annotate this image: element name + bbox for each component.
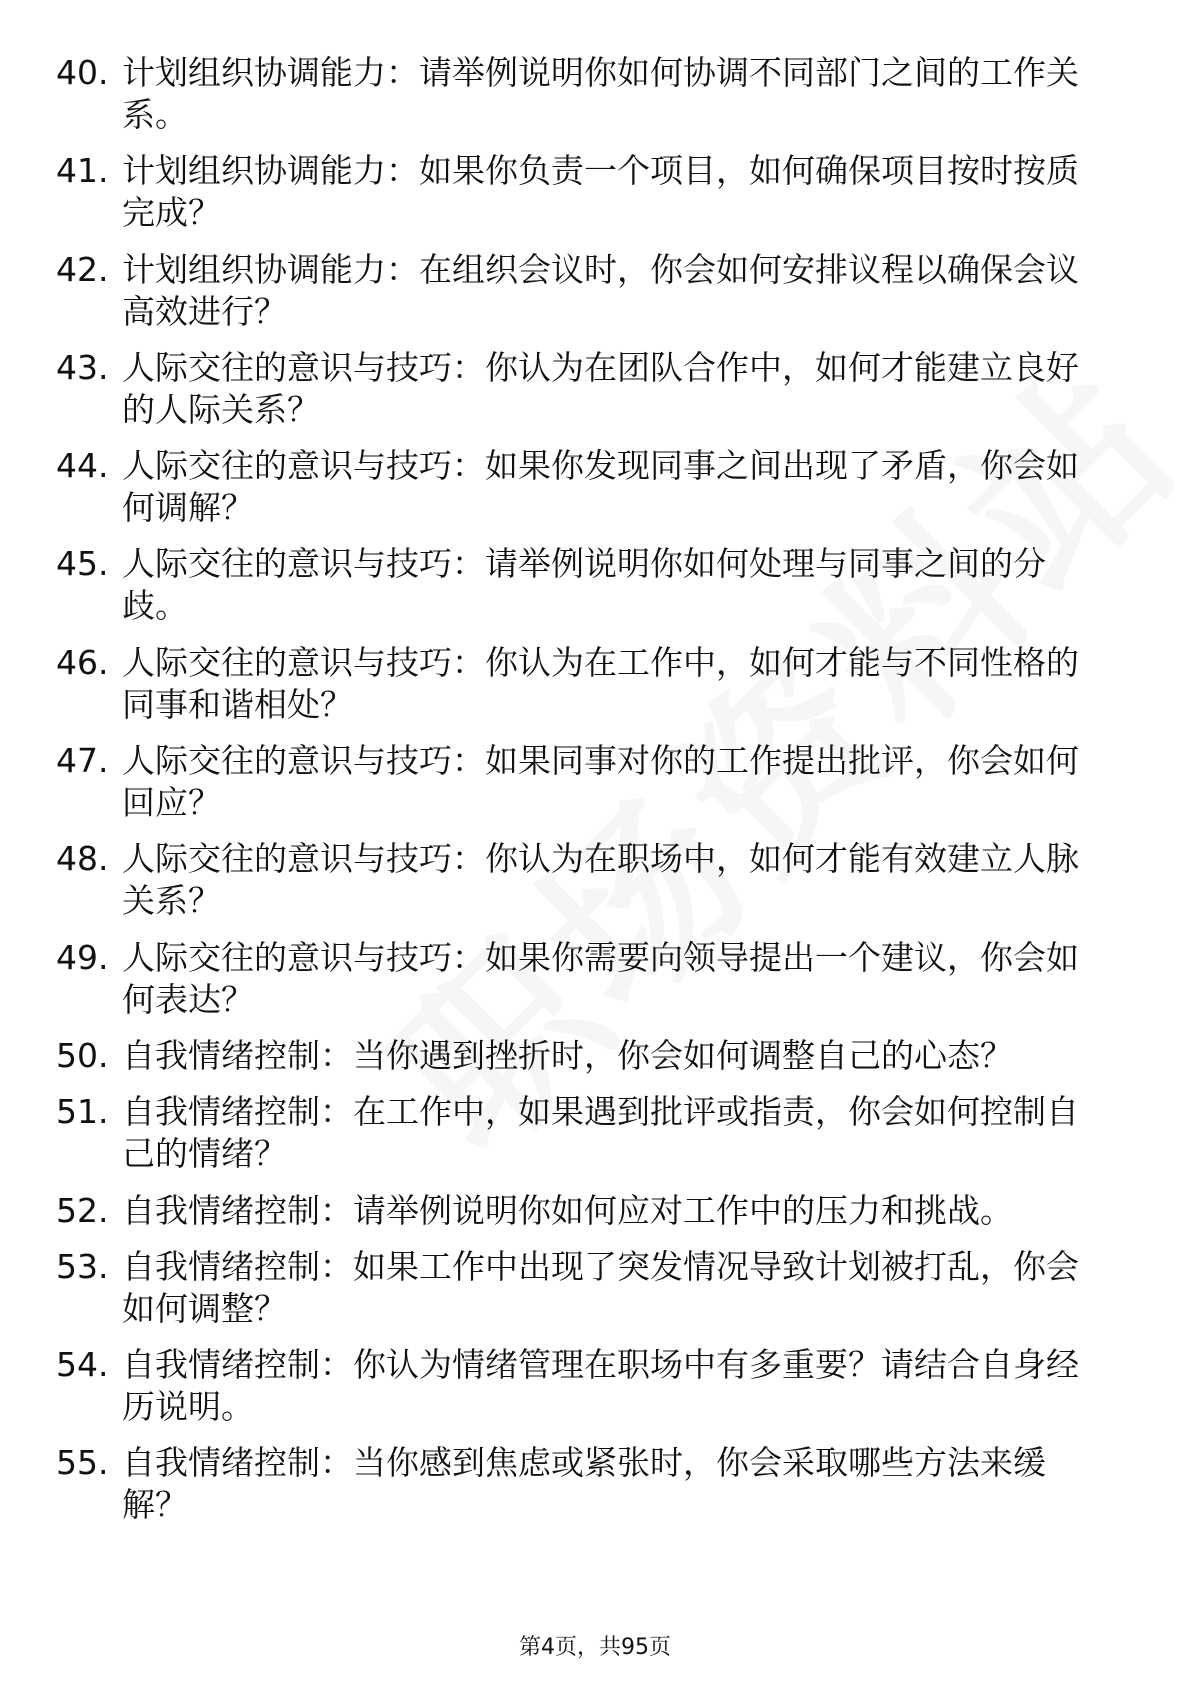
list-item <box>56 1091 1106 1175</box>
question-number: 49. <box>56 937 109 977</box>
list-item <box>56 543 1106 627</box>
list-item <box>56 445 1106 529</box>
list-item <box>56 52 1106 136</box>
question-text: 人际交往的意识与技巧：如果你需要向领导提出一个建议，你会如何表达？ <box>122 937 1079 1019</box>
list-item <box>56 347 1106 431</box>
list-item <box>56 1442 1106 1526</box>
list-item <box>56 249 1106 333</box>
question-number: 48. <box>56 839 109 879</box>
question-text: 人际交往的意识与技巧：如果同事对你的工作提出批评，你会如何回应？ <box>122 741 1079 823</box>
question-number: 52. <box>56 1190 109 1230</box>
list-item <box>56 838 1106 922</box>
question-text: 人际交往的意识与技巧：你认为在职场中，如何才能有效建立人脉关系？ <box>122 839 1079 921</box>
question-number: 44. <box>56 446 109 486</box>
list-item <box>56 1246 1106 1330</box>
question-text: 自我情绪控制：请举例说明你如何应对工作中的压力和挑战。 <box>122 1190 1013 1230</box>
question-number: 41. <box>56 151 109 191</box>
question-number: 46. <box>56 642 109 682</box>
question-number: 50. <box>56 1035 109 1075</box>
list-item <box>56 740 1106 824</box>
list-item <box>56 150 1106 234</box>
question-text: 计划组织协调能力：如果你负责一个项目，如何确保项目按时按质完成？ <box>122 151 1079 233</box>
question-text: 计划组织协调能力：在组织会议时，你会如何安排议程以确保会议高效进行？ <box>122 249 1079 331</box>
question-number: 54. <box>56 1345 109 1385</box>
question-text: 计划组织协调能力：请举例说明你如何协调不同部门之间的工作关系。 <box>122 53 1079 134</box>
question-text: 自我情绪控制：你认为情绪管理在职场中有多重要？请结合自身经历说明。 <box>122 1345 1079 1427</box>
question-text: 自我情绪控制：当你遇到挫折时，你会如何调整自己的心态？ <box>122 1035 1013 1075</box>
list-item <box>56 1190 1106 1232</box>
list-item <box>56 937 1106 1021</box>
question-text: 自我情绪控制：如果工作中出现了突发情况导致计划被打乱，你会如何调整？ <box>122 1246 1079 1328</box>
list-item <box>56 642 1106 726</box>
question-list <box>56 52 1106 1541</box>
question-text: 人际交往的意识与技巧：你认为在团队合作中，如何才能建立良好的人际关系？ <box>122 347 1079 429</box>
page-number-footer: 第4页，共95页 <box>519 1635 671 1660</box>
question-number: 42. <box>56 249 109 289</box>
question-number: 47. <box>56 741 109 781</box>
list-item <box>56 1035 1106 1077</box>
question-text: 自我情绪控制：在工作中，如果遇到批评或指责，你会如何控制自己的情绪？ <box>122 1092 1079 1174</box>
question-number: 45. <box>56 544 109 584</box>
list-item <box>56 1344 1106 1428</box>
question-number: 53. <box>56 1246 109 1286</box>
question-number: 40. <box>56 53 109 92</box>
question-text: 人际交往的意识与技巧：如果你发现同事之间出现了矛盾，你会如何调解？ <box>122 446 1079 528</box>
question-number: 43. <box>56 347 109 387</box>
question-number: 55. <box>56 1443 109 1483</box>
question-text: 人际交往的意识与技巧：你认为在工作中，如何才能与不同性格的同事和谐相处？ <box>122 642 1079 724</box>
question-text: 自我情绪控制：当你感到焦虑或紧张时，你会采取哪些方法来缓解？ <box>122 1443 1046 1525</box>
question-text: 人际交往的意识与技巧：请举例说明你如何处理与同事之间的分歧。 <box>122 544 1046 626</box>
question-number: 51. <box>56 1092 109 1132</box>
